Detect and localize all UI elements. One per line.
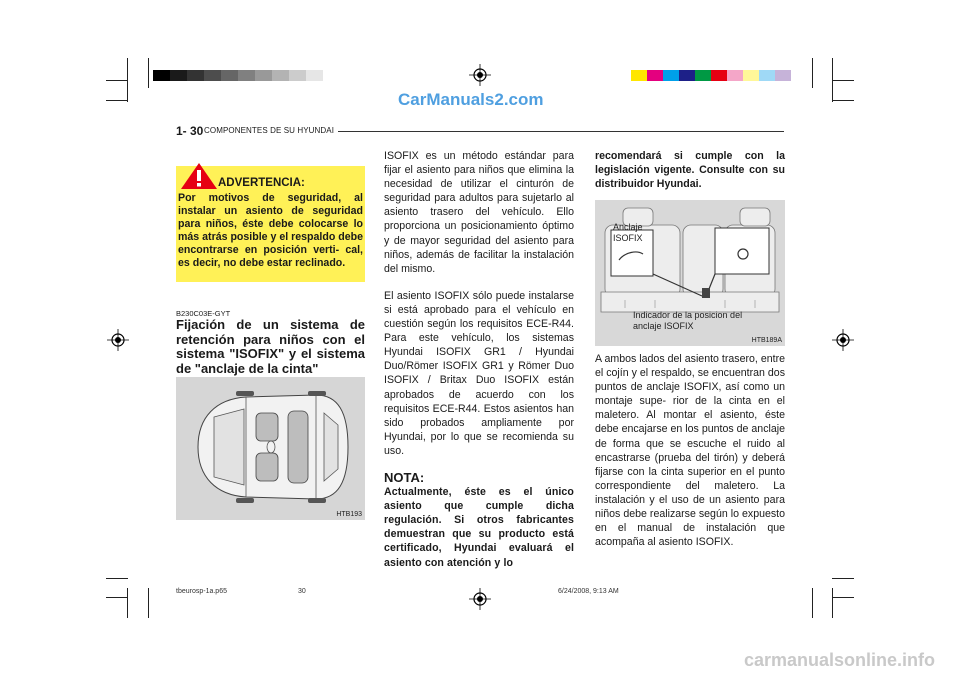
- footer-page: 30: [298, 588, 306, 595]
- crop-mark: [106, 578, 128, 579]
- crop-mark: [106, 80, 128, 81]
- car-top-view-figure: [176, 377, 365, 520]
- section-header: COMPONENTES DE SU HYUNDAI: [204, 126, 335, 135]
- watermark-footer-link[interactable]: carmanualsonline.info: [744, 650, 936, 670]
- label-isofix-indicator: Indicador de la posicion del anclaje ISOFIX: [633, 310, 743, 331]
- footer-filename: tbeurosp-1a.p65: [176, 588, 227, 595]
- column-3-body: A ambos lados del asiento trasero, entre el cojín y el respaldo, se encuentran dos puntos de anclaje ISOFIX, así como un montaje supe- rior de la cinta en el maletero. Al montar el asiento, éste debe encajarse en los puntos de anclaje de forma que se escuche el ruido al encastrarse (prueba del tirón) y deberá fijarse con la cinta superior en el punto correspondiente del maletero. La instalación y el uso de un asiento para niños debe realizarse según lo expuesto en el manual de instalación que acompaña al asiento ISOFIX.: [595, 353, 785, 549]
- column-2: [384, 149, 574, 570]
- column-3-intro: [595, 149, 785, 191]
- registration-mark-icon: [107, 329, 129, 351]
- crop-mark: [148, 58, 149, 88]
- warning-triangle-icon: [181, 163, 217, 189]
- crop-mark: [832, 80, 854, 81]
- figure-code: HTB189A: [751, 337, 782, 344]
- crop-mark: [106, 597, 128, 598]
- registration-mark-icon: [469, 64, 491, 86]
- warning-title: ADVERTENCIA:: [218, 177, 305, 189]
- crop-mark: [127, 588, 128, 618]
- nota-text: Actualmente, éste es el único asiento que cumple dicha regulación. Si otros fabricantes demuestran que su producto está certificado, Hyundai evaluará el asiento con atención y lo: [384, 486, 574, 569]
- paragraph: El asiento ISOFIX sólo puede instalarse si está aprobado para el vehículo en cuestión según los requisitos ECE-R44. Para este vehículo, los sistemas Hyundai ISOFIX GR1 / Hyundai Duo/Römer ISOFIX GR1 y Römer Duo ISOFIX / Britax Duo ISOFIX están aprobados de acuerdo con los requisitos ECE-R44. Estos asientos han sido probados ampliamente por Hyundai, por lo que se recomienda su uso.: [384, 289, 574, 457]
- section-title: Fijación de un sistema de retención para niños con el sistema "ISOFIX" y el sistema de "anclaje de la cinta": [176, 317, 365, 376]
- warning-text: Por motivos de seguridad, al instalar un asiento de seguridad para niños, éste debe colocarse lo más atrás posible y el respaldo debe encontrarse en posición verti- cal, es decir, no debe estar reclinado.: [178, 192, 363, 269]
- car-top-view-icon: [176, 377, 365, 520]
- crop-mark: [832, 100, 854, 101]
- header-rule: [338, 131, 784, 132]
- crop-mark: [812, 588, 813, 618]
- page-number: 1- 30: [176, 124, 204, 138]
- isofix-seat-figure: [595, 200, 785, 346]
- crop-mark: [106, 100, 128, 101]
- paragraph: ISOFIX es un método estándar para fijar el asiento para niños que elimina la necesidad de utilizar el cinturón de seguridad para adultos para sujetarlo al asiento trasero del vehículo. Ello proporciona un posicionamiento óptimo y de mayor seguridad del asiento para niños, además de facilitar la instalación del mismo.: [384, 150, 574, 275]
- registration-mark-icon: [469, 588, 491, 610]
- crop-mark: [832, 597, 854, 598]
- crop-mark: [832, 588, 833, 618]
- anchor-indicator: [702, 288, 710, 298]
- crop-mark: [148, 588, 149, 618]
- paragraph-bold: recomendará si cumple con la legislación vigente. Consulte con su distribuidor Hyundai.: [595, 150, 785, 191]
- crop-mark: [832, 578, 854, 579]
- crop-mark: [812, 58, 813, 88]
- footer-date: 6/24/2008, 9:13 AM: [558, 588, 619, 595]
- section-code: B230C03E-GYT: [176, 309, 231, 318]
- watermark-link[interactable]: CarManuals2.com: [398, 90, 544, 109]
- registration-mark-icon: [832, 329, 854, 351]
- nota-title: NOTA:: [384, 469, 425, 485]
- figure-code: HTB193: [336, 511, 362, 518]
- label-isofix-anchor: Anclaje ISOFIX: [613, 222, 643, 243]
